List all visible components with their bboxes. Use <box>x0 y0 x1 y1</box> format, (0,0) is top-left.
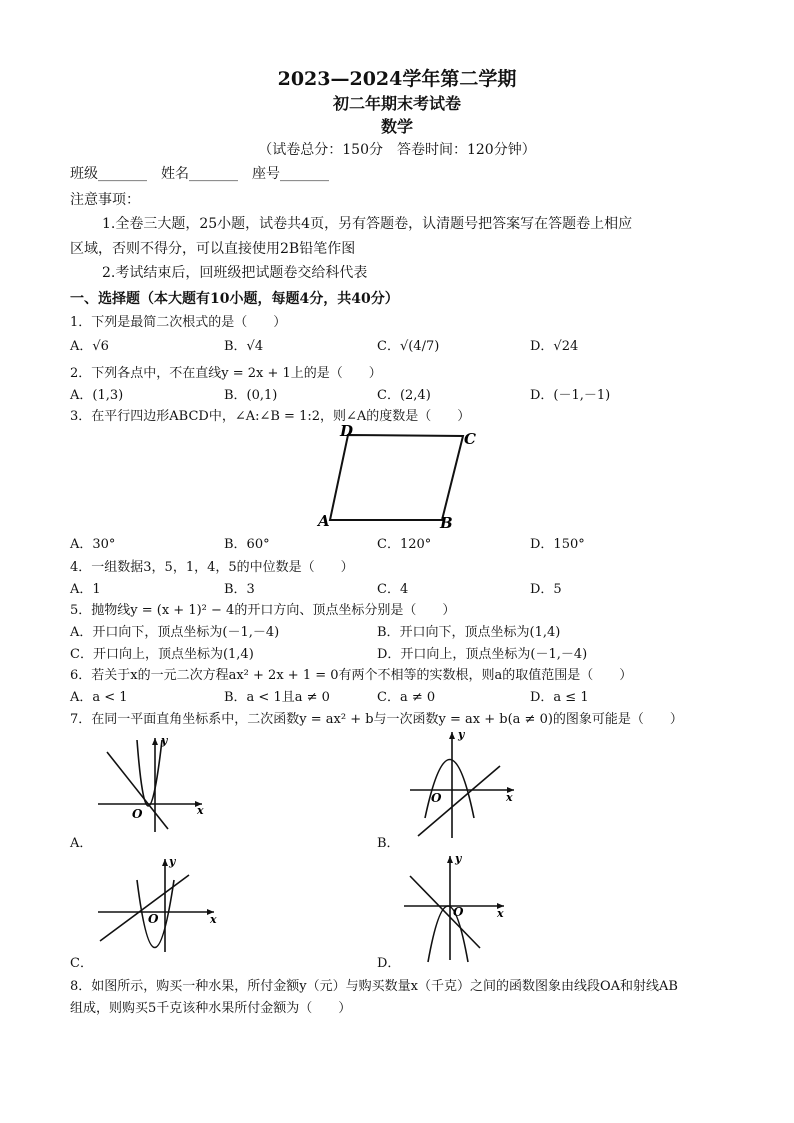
axis-label-x: x <box>197 804 204 817</box>
question-stem: 4．一组数据3，5，1，4，5的中位数是（ ） <box>70 560 354 575</box>
option-c: C．√(4/7) <box>377 339 440 354</box>
option-d: D．开口向上，顶点坐标为(－1,－4) <box>377 647 588 662</box>
option-c: C．4 <box>377 582 409 597</box>
axis-label-x: x <box>210 913 217 926</box>
graph-option-b <box>400 726 525 841</box>
option-a: A．30° <box>70 537 116 552</box>
vertex-label-a: A <box>318 512 330 530</box>
vertex-label-c: C <box>464 430 476 448</box>
axis-label-y: y <box>169 855 176 868</box>
question-stem: 2．下列各点中，不在直线y = 2x + 1上的是（ ） <box>70 366 382 381</box>
question-stem: 5．抛物线y = (x + 1)² − 4的开口方向、顶点坐标分别是（ ） <box>70 603 456 618</box>
axis-label-y: y <box>458 728 465 741</box>
question-stem-cont: 组成，则购买5千克该种水果所付金额为（ ） <box>70 1001 352 1016</box>
option-a: A．1 <box>70 582 101 597</box>
option-d: D．a ≤ 1 <box>530 690 589 705</box>
vertex-label-d: D <box>340 424 354 440</box>
origin-label: O <box>132 807 143 821</box>
option-b: B．(0,1) <box>224 388 278 403</box>
question-stem: 6．若关于x的一元二次方程ax² + 2x + 1 = 0有两个不相等的实数根，则a的取值范围是（ ） <box>70 668 633 683</box>
origin-label: O <box>431 791 442 805</box>
question-stem: 3．在平行四边形ABCD中，∠A:∠B = 1:2，则∠A的度数是（ ） <box>70 409 471 424</box>
question-stem: 1．下列是最简二次根式的是（ ） <box>70 315 287 330</box>
question-stem: 7．在同一平面直角坐标系中，二次函数y = ax² + b与一次函数y = ax + b(a ≠ 0)的图象可能是（ ） <box>70 712 683 727</box>
parallelogram-figure <box>310 424 490 532</box>
exam-info: （试卷总分：150分 答卷时间：120分钟） <box>258 142 536 158</box>
notes-item-1-cont: 区域，否则不得分，可以直接使用2B铅笔作图 <box>70 241 356 257</box>
graph-option-d <box>398 850 513 965</box>
section-heading: 一、选择题（本大题有10小题，每题4分，共40分） <box>70 291 399 307</box>
option-b: B．开口向下，顶点坐标为(1,4) <box>377 625 561 640</box>
exam-title: 2023—2024学年第二学期 <box>277 68 517 90</box>
option-d: D．(－1,－1) <box>530 388 611 403</box>
graph-option-b-label: B． <box>377 836 400 851</box>
student-fields: 班级_______ 姓名_______ 座号_______ <box>70 166 329 182</box>
axis-label-x: x <box>506 791 513 804</box>
option-a: A．a < 1 <box>70 690 128 705</box>
option-a: A．开口向下，顶点坐标为(－1,－4) <box>70 625 280 640</box>
option-c: C．开口向上，顶点坐标为(1,4) <box>70 647 254 662</box>
origin-label: O <box>148 912 159 926</box>
option-a: A．√6 <box>70 339 109 354</box>
option-c: C．a ≠ 0 <box>377 690 436 705</box>
option-b: B．60° <box>224 537 270 552</box>
option-b: B．3 <box>224 582 255 597</box>
vertex-label-b: B <box>440 514 453 532</box>
exam-subject: 数学 <box>380 117 413 136</box>
axis-label-y: y <box>455 852 462 865</box>
option-d: D．150° <box>530 537 585 552</box>
graph-option-a <box>92 732 212 837</box>
graph-option-d-label: D． <box>377 956 401 971</box>
axis-label-x: x <box>497 907 504 920</box>
exam-subtitle: 初二年期末考试卷 <box>332 94 461 113</box>
option-d: D．5 <box>530 582 562 597</box>
option-d: D．√24 <box>530 339 579 354</box>
question-stem: 8．如图所示，购买一种水果，所付金额y（元）与购买数量x（千克）之间的函数图象由线段OA和射线AB <box>70 979 678 994</box>
notes-item-1: 1.全卷三大题，25小题，试卷共4页，另有答题卷，认清题号把答案写在答题卷上相应 <box>102 216 633 232</box>
option-b: B．a < 1且a ≠ 0 <box>224 690 330 705</box>
graph-option-c <box>92 855 217 955</box>
option-b: B．√4 <box>224 339 264 354</box>
notes-heading: 注意事项： <box>70 192 140 208</box>
graph-option-a-label: A． <box>70 836 93 851</box>
option-a: A．(1,3) <box>70 388 124 403</box>
graph-option-c-label: C． <box>70 956 93 971</box>
origin-label: O <box>453 905 464 919</box>
option-c: C．120° <box>377 537 432 552</box>
axis-label-y: y <box>161 734 168 747</box>
option-c: C．(2,4) <box>377 388 431 403</box>
notes-item-2: 2.考试结束后，回班级把试题卷交给科代表 <box>102 265 368 281</box>
